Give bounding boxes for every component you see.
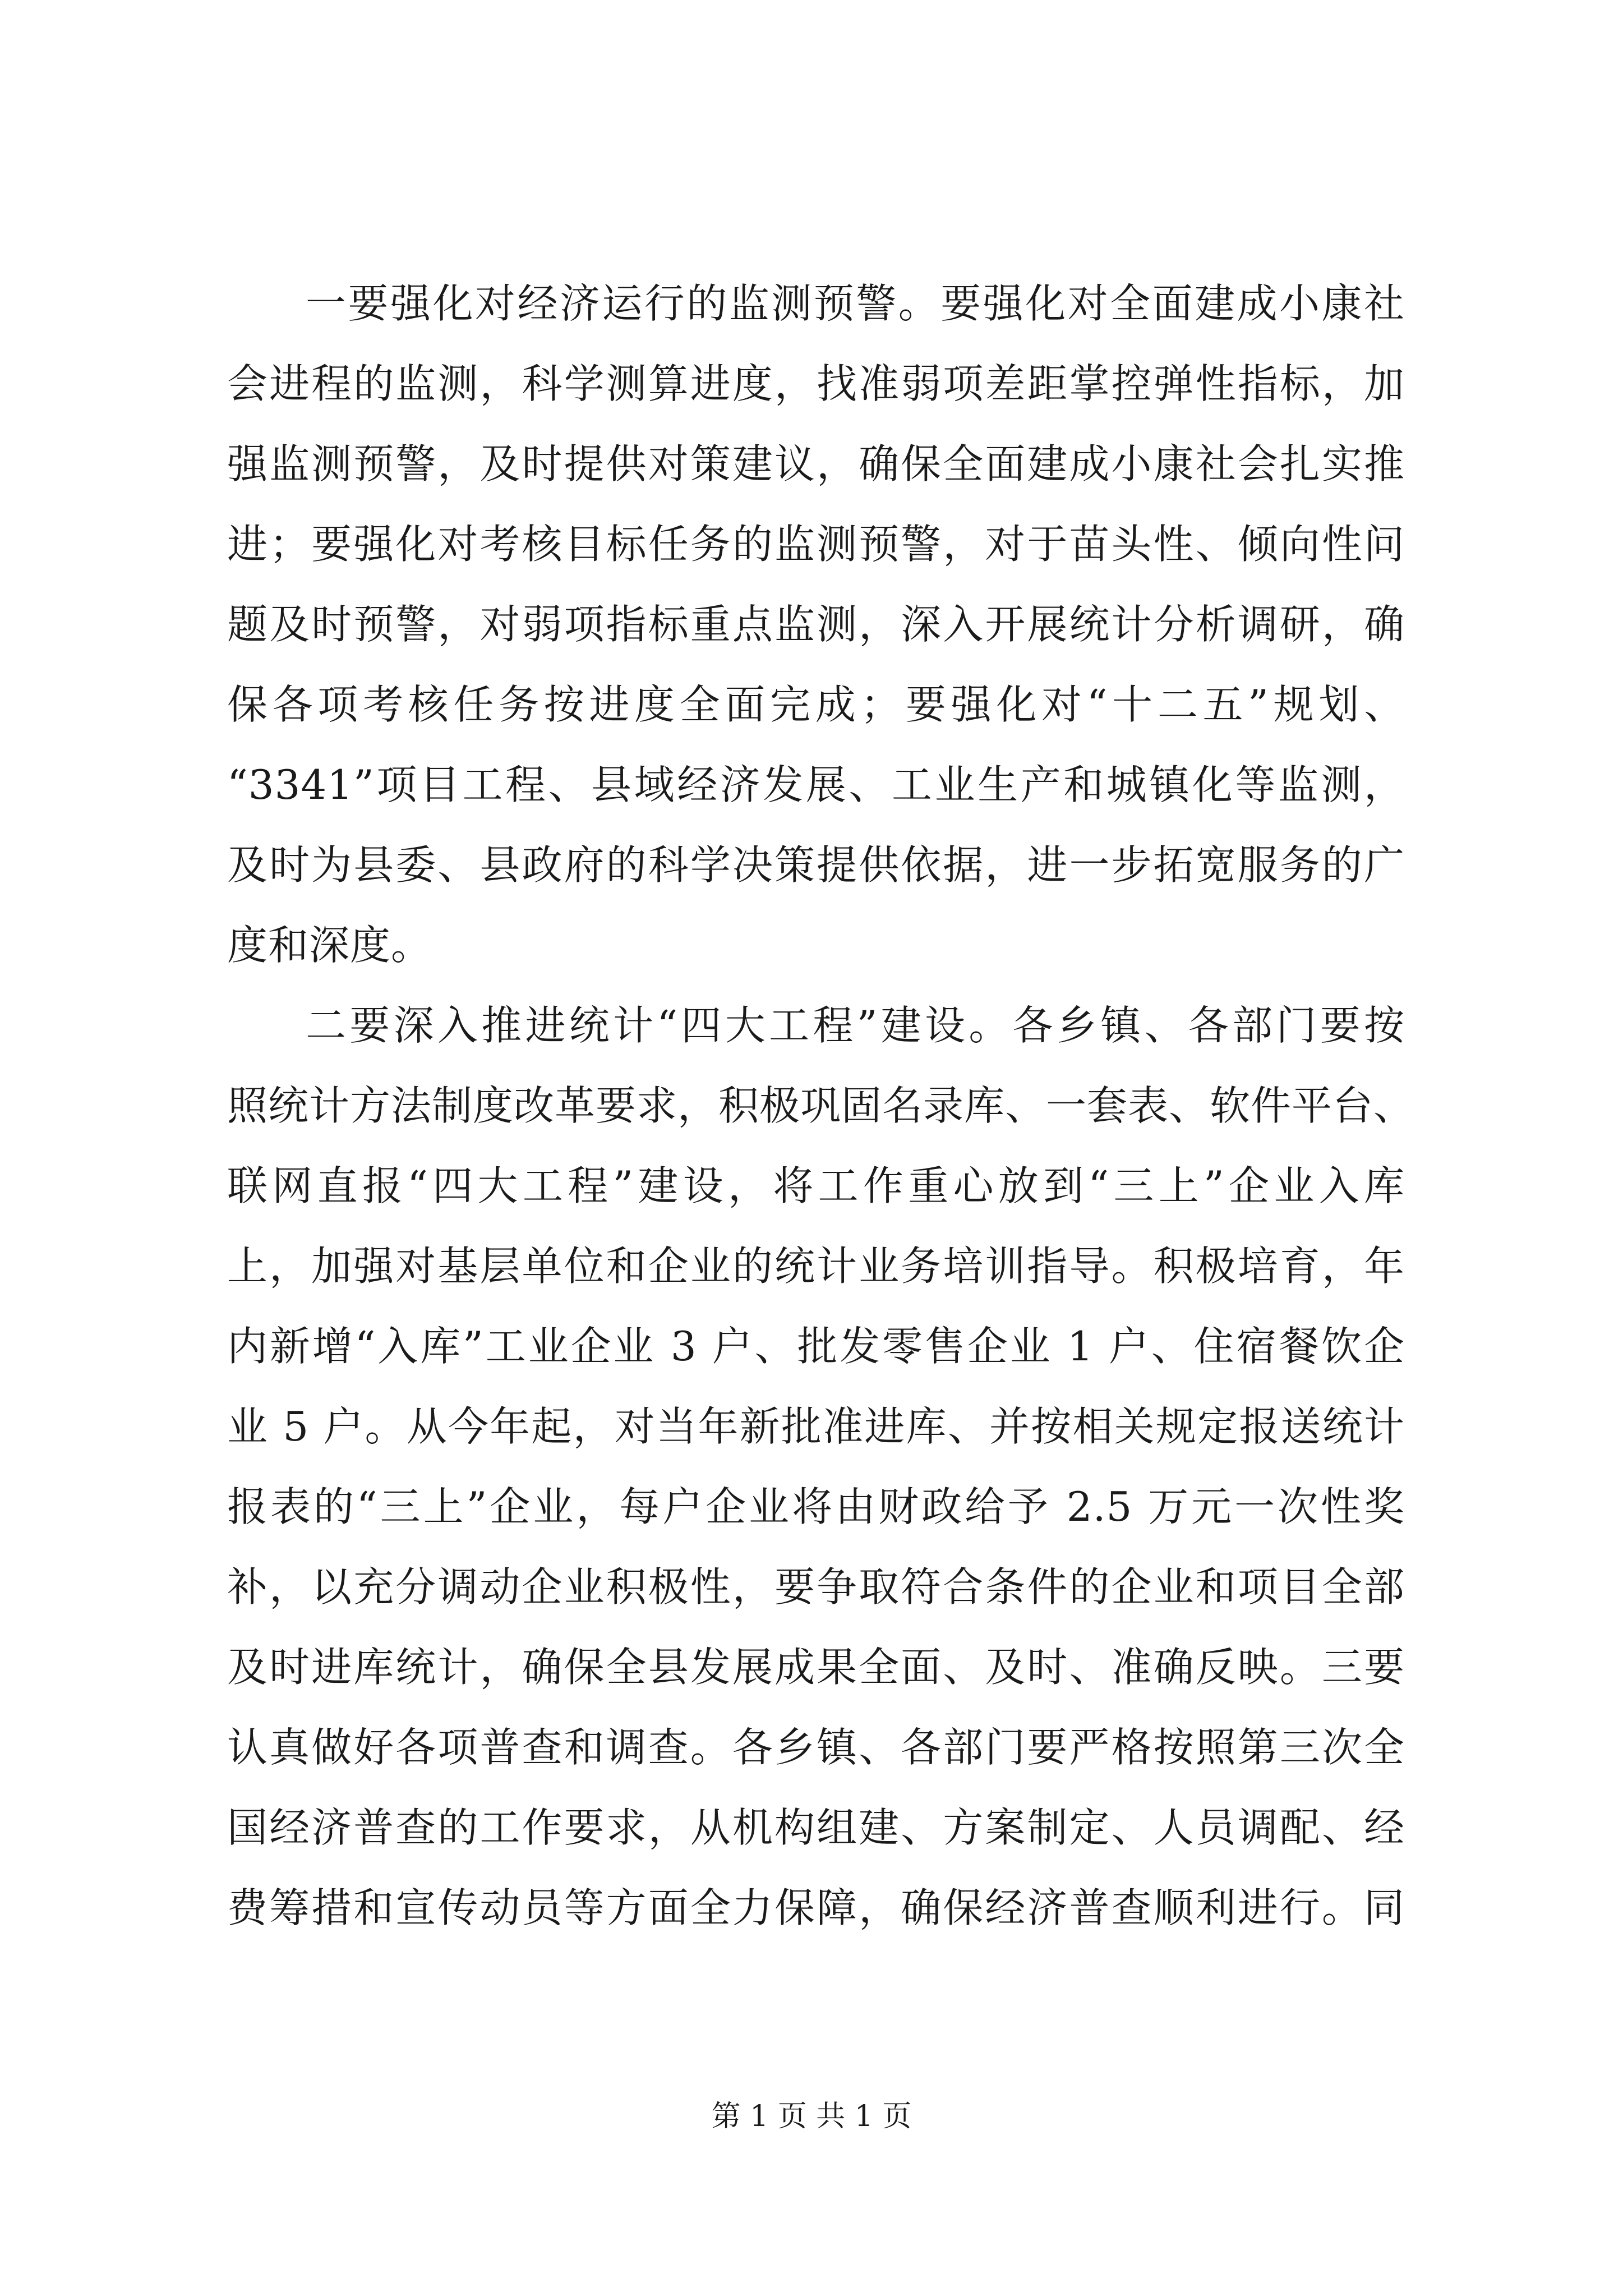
- paragraph-line: 内新增“入库”工业企业 3 户、批发零售企业 1 户、住宿餐饮企: [227, 1323, 1405, 1370]
- page-number-label: 第 1 页 共 1 页: [711, 2100, 912, 2133]
- paragraph-line: 及时为县委、县政府的科学决策提供依据，进一步拓宽服务的广: [227, 841, 1405, 889]
- paragraph-line: 会进程的监测，科学测算进度，找准弱项差距掌控弹性指标，加: [227, 360, 1405, 407]
- paragraph-line: 业 5 户。从今年起，对当年新批准进库、并按相关规定报送统计: [227, 1403, 1405, 1450]
- paragraph-line: 照统计方法制度改革要求，积极巩固名录库、一套表、软件平台、: [227, 1082, 1415, 1129]
- paragraph-line: 及时进库统计，确保全县发展成果全面、及时、准确反映。三要: [227, 1644, 1405, 1691]
- paragraph-line: 认真做好各项普查和调查。各乡镇、各部门要严格按照第三次全: [227, 1724, 1405, 1771]
- paragraph-line: 二要深入推进统计“四大工程”建设。各乡镇、各部门要按: [306, 1002, 1405, 1049]
- paragraph-line: “3341”项目工程、县域经济发展、工业生产和城镇化等监测，: [227, 761, 1405, 808]
- document-body: [227, 264, 1415, 1948]
- paragraph-line: 报表的“三上”企业，每户企业将由财政给予 2.5 万元一次性奖: [227, 1483, 1405, 1530]
- paragraph-line: 费筹措和宣传动员等方面全力保障，确保经济普查顺利进行。同: [227, 1884, 1405, 1931]
- paragraph-line: 保各项考核任务按进度全面完成；要强化对“十二五”规划、: [227, 681, 1405, 728]
- paragraph-line: 度和深度。: [227, 922, 432, 969]
- paragraph-line: 强监测预警，及时提供对策建议，确保全面建成小康社会扎实推: [227, 440, 1405, 487]
- paragraph-line: 联网直报“四大工程”建设，将工作重心放到“三上”企业入库: [227, 1162, 1405, 1209]
- paragraph-line: 进；要强化对考核目标任务的监测预警，对于苗头性、倾向性问: [227, 521, 1405, 568]
- page-footer: [0, 2097, 1623, 2136]
- paragraph-line: 题及时预警，对弱项指标重点监测，深入开展统计分析调研，确: [227, 601, 1405, 648]
- paragraph-2: [227, 986, 1415, 1948]
- paragraph-line: 上，加强对基层单位和企业的统计业务培训指导。积极培育，年: [227, 1243, 1405, 1290]
- paragraph-line: 国经济普查的工作要求，从机构组建、方案制定、人员调配、经: [227, 1804, 1405, 1851]
- paragraph-line: 补，以充分调动企业积极性，要争取符合条件的企业和项目全部: [227, 1563, 1405, 1611]
- paragraph-line: 一要强化对经济运行的监测预警。要强化对全面建成小康社: [306, 280, 1405, 327]
- paragraph-1: [227, 264, 1405, 986]
